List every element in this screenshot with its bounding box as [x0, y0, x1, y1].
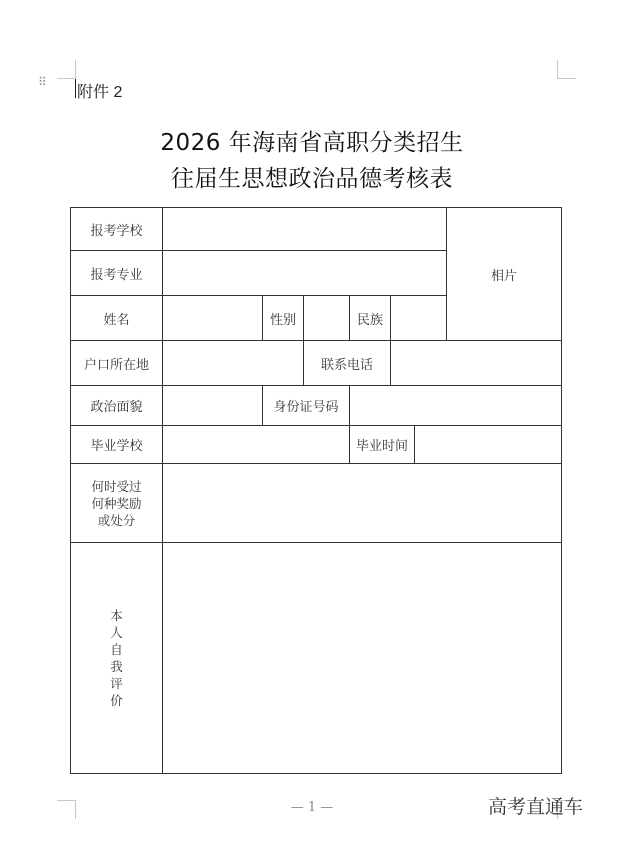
- ethnicity-field[interactable]: [391, 296, 447, 341]
- phone-field[interactable]: [391, 341, 562, 386]
- document-title-line1: 2026 年海南省高职分类招生: [160, 130, 464, 156]
- ethnicity-label: 民族: [350, 296, 391, 341]
- document-title-line2: 往届生思想政治品德考核表: [171, 166, 453, 192]
- phone-label: 联系电话: [304, 341, 391, 386]
- id-number-label: 身份证号码: [263, 386, 350, 426]
- evaluation-form-table: [70, 207, 562, 774]
- awards-label-line: 何种奖励: [91, 495, 142, 511]
- self-evaluation-label: [71, 543, 163, 774]
- self-eval-char: 我: [110, 659, 123, 674]
- text-cursor: [75, 79, 76, 98]
- photo-cell: 相片: [447, 208, 562, 341]
- major-label: 报考专业: [71, 251, 163, 296]
- attachment-label: 附件 2: [77, 84, 123, 101]
- grad-school-field[interactable]: [163, 426, 350, 464]
- school-field[interactable]: [163, 208, 447, 251]
- hukou-field[interactable]: [163, 341, 304, 386]
- self-eval-char: 人: [110, 625, 123, 640]
- gender-field[interactable]: [304, 296, 350, 341]
- self-eval-char: 本: [110, 608, 123, 623]
- page-number: — 1 —: [290, 800, 334, 815]
- self-eval-char: 自: [110, 642, 123, 657]
- name-field[interactable]: [163, 296, 263, 341]
- drag-handle-icon[interactable]: ⠿: [38, 75, 48, 89]
- self-evaluation-field[interactable]: [163, 543, 562, 774]
- grad-time-field[interactable]: [415, 426, 562, 464]
- self-eval-char: 评: [110, 676, 123, 691]
- hukou-label: 户口所在地: [71, 341, 163, 386]
- watermark-text: 高考直通车: [488, 796, 584, 818]
- political-status-label: 政治面貌: [71, 386, 163, 426]
- id-number-field[interactable]: [350, 386, 562, 426]
- awards-label: [71, 464, 163, 543]
- awards-field[interactable]: [163, 464, 562, 543]
- grad-school-label: 毕业学校: [71, 426, 163, 464]
- self-eval-char: 价: [110, 693, 123, 708]
- gender-label: 性别: [263, 296, 304, 341]
- awards-label-line: 何时受过: [91, 478, 142, 494]
- school-label: 报考学校: [71, 208, 163, 251]
- awards-label-line: 或处分: [97, 512, 136, 528]
- major-field[interactable]: [163, 251, 447, 296]
- name-label: 姓名: [71, 296, 163, 341]
- political-status-field[interactable]: [163, 386, 263, 426]
- grad-time-label: 毕业时间: [350, 426, 415, 464]
- crop-mark-top-left: [57, 60, 76, 79]
- crop-mark-top-right: [557, 60, 576, 79]
